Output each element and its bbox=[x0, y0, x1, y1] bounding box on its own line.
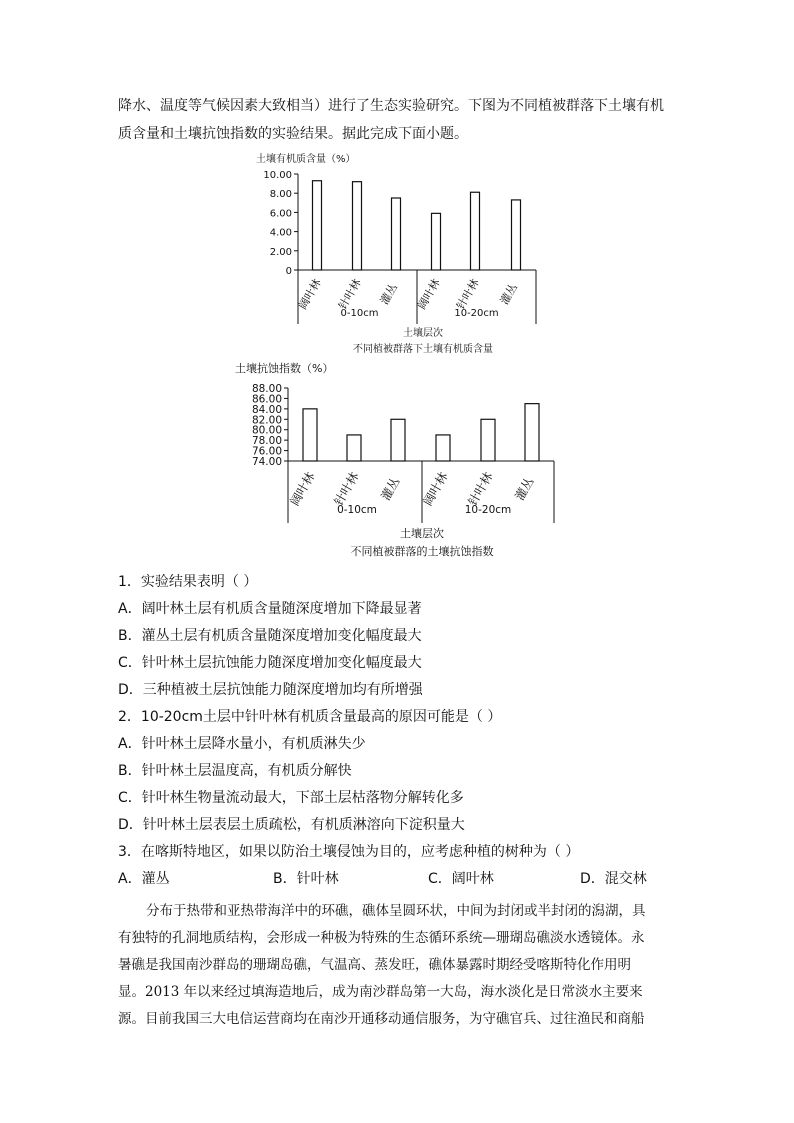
q1-option-a: A．阔叶林土层有机质含量随深度增加下降最显著 bbox=[118, 601, 422, 617]
y-tick-label: 82.00 bbox=[251, 414, 282, 427]
bar bbox=[347, 435, 361, 461]
bar bbox=[313, 181, 322, 270]
category-label: 灌丛 bbox=[497, 281, 521, 308]
group-label-10-20cm: 10-20cm bbox=[464, 504, 512, 516]
category-label: 针叶林 bbox=[465, 469, 496, 509]
y-tick-label: 8.00 bbox=[269, 189, 292, 201]
q3-option-a: A．灌丛 bbox=[118, 871, 170, 887]
organic-matter-chart bbox=[240, 148, 560, 358]
y-tick-label: 10.00 bbox=[263, 170, 292, 181]
category-label: 阔叶林 bbox=[287, 469, 318, 509]
q2-option-c: C．针叶林生物量流动最大，下部土层枯落物分解转化多 bbox=[118, 790, 464, 806]
y-tick-label: 84.00 bbox=[251, 403, 282, 416]
category-label: 阔叶林 bbox=[415, 276, 443, 312]
erosion-resistance-chart bbox=[225, 358, 570, 568]
category-label: 针叶林 bbox=[454, 276, 482, 312]
y-tick-label: 80.00 bbox=[251, 424, 282, 437]
category-label: 灌丛 bbox=[512, 475, 537, 503]
passage-line-2: 有独特的孔洞地质结构，会形成一种极为特殊的生态循环系统—珊瑚岛礁淡水透镜体。永 bbox=[118, 930, 645, 946]
chart-title: 不同植被群落下土壤有机质含量 bbox=[353, 344, 493, 355]
category-label: 针叶林 bbox=[331, 469, 362, 509]
bar bbox=[512, 200, 521, 270]
intro-line-2: 质含量和土壤抗蚀指数的实验结果。据此完成下面小题。 bbox=[118, 126, 468, 142]
y-tick-label: 76.00 bbox=[251, 445, 282, 458]
y-tick-label: 4.00 bbox=[269, 227, 292, 239]
question-2-stem: 2．10-20cm土层中针叶林有机质含量最高的原因可能是（ ） bbox=[118, 709, 502, 725]
y-tick-label: 86.00 bbox=[251, 393, 282, 406]
passage-line-4: 显。2013 年以来经过填海造地后，成为南沙群岛第一大岛，海水淡化是日常淡水主要来 bbox=[118, 984, 643, 1000]
q1-option-c: C．针叶林土层抗蚀能力随深度增加变化幅度最大 bbox=[118, 655, 422, 671]
group-label-0-10cm: 0-10cm bbox=[340, 308, 379, 319]
y-tick-label: 78.00 bbox=[251, 435, 282, 448]
y-tick-label: 0 bbox=[285, 266, 292, 277]
bar bbox=[353, 182, 362, 270]
q3-option-b: B．针叶林 bbox=[273, 871, 339, 887]
y-tick-label: 74.00 bbox=[251, 456, 282, 468]
category-label: 阔叶林 bbox=[420, 469, 451, 509]
y-tick-label: 6.00 bbox=[269, 208, 292, 220]
passage-line-1: 分布于热带和亚热带海洋中的环礁，礁体呈圆环状，中间为封闭或半封闭的潟湖，具 bbox=[146, 903, 646, 919]
q2-option-b: B．针叶林土层温度高，有机质分解快 bbox=[118, 763, 352, 779]
y-tick-label: 2.00 bbox=[269, 246, 292, 258]
question-3-stem: 3．在喀斯特地区，如果以防治土壤侵蚀为目的，应考虑种植的树种为（ ） bbox=[118, 844, 580, 860]
bar bbox=[391, 419, 405, 461]
bar bbox=[471, 192, 480, 270]
q1-option-d: D．三种植被土层抗蚀能力随深度增加均有所增强 bbox=[118, 682, 423, 698]
bar bbox=[525, 404, 539, 461]
y-tick-label: 88.00 bbox=[251, 383, 282, 395]
bar bbox=[436, 435, 450, 461]
bar bbox=[432, 213, 441, 270]
y-axis-title: 土壤抗蚀指数（%） bbox=[235, 362, 334, 375]
category-label: 针叶林 bbox=[336, 276, 364, 312]
bar bbox=[303, 409, 317, 461]
passage-line-5: 源。目前我国三大电信运营商均在南沙开通移动通信服务，为守礁官兵、过往渔民和商船 bbox=[118, 1011, 645, 1027]
category-label: 阔叶林 bbox=[296, 276, 324, 312]
y-axis-title: 土壤有机质含量（%） bbox=[256, 154, 356, 165]
bar bbox=[392, 198, 401, 270]
q1-option-b: B．灌丛土层有机质含量随深度增加变化幅度最大 bbox=[118, 628, 422, 644]
intro-line-1: 降水、温度等气候因素大致相当）进行了生态实验研究。下图为不同植被群落下土壤有机 bbox=[118, 98, 664, 114]
bar bbox=[481, 419, 495, 461]
category-label: 灌丛 bbox=[378, 475, 403, 503]
q2-option-d: D．针叶林土层表层土质疏松，有机质淋溶向下淀积量大 bbox=[118, 817, 465, 833]
group-label-10-20cm: 10-20cm bbox=[454, 308, 499, 319]
q3-option-d: D．混交林 bbox=[580, 871, 647, 887]
question-1-stem: 1．实验结果表明（ ） bbox=[118, 574, 258, 590]
passage-line-3: 暑礁是我国南沙群岛的珊瑚岛礁，气温高、蒸发旺，礁体暴露时期经受喀斯特化作用明 bbox=[118, 957, 631, 973]
category-label: 灌丛 bbox=[377, 281, 401, 308]
group-label-0-10cm: 0-10cm bbox=[337, 504, 377, 516]
x-axis-title: 土壤层次 bbox=[400, 527, 444, 540]
q3-option-c: C．阔叶林 bbox=[428, 871, 494, 887]
q2-option-a: A．针叶林土层降水量小，有机质淋失少 bbox=[118, 736, 366, 752]
chart-title: 不同植被群落的土壤抗蚀指数 bbox=[350, 545, 494, 558]
x-axis-title: 土壤层次 bbox=[403, 328, 443, 339]
